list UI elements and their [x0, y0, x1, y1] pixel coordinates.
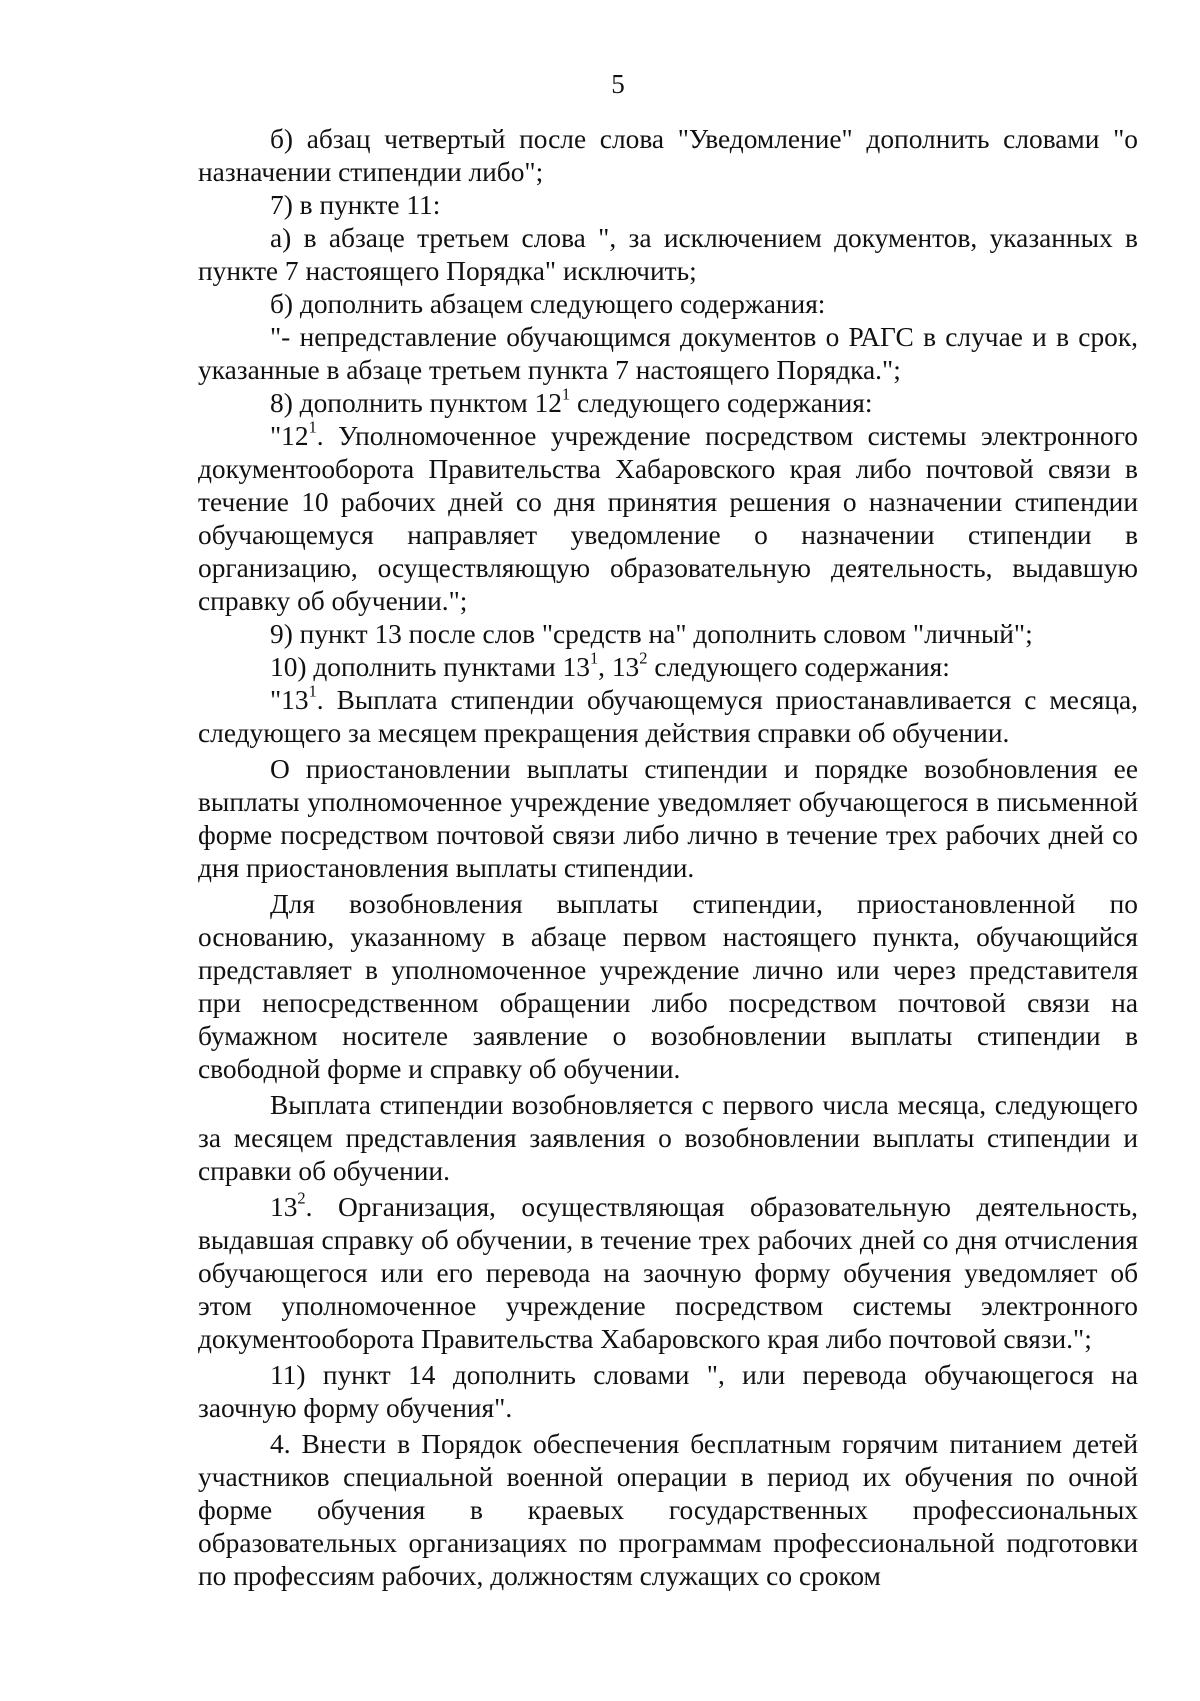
- paragraph-text: , 13: [598, 652, 640, 682]
- superscript: 1: [561, 384, 571, 404]
- paragraph-text: . Уполномоченное учреждение посредством системы электронного документооборота Правительства Хабаровского края либо почтовой связи в течение 10 рабочих дней со дня принятия решения о назначении стипендии обучающемуся направляет уведомление о назначении стипендии в организацию, осуществляющую образовательную деятельность, выдавшую справку об обучении.";: [198, 421, 1138, 616]
- paragraph-text: . Выплата стипендии обучающемуся приостанавливается с месяца, следующего за месяцем прекращения действия справки об обучении.: [198, 685, 1138, 748]
- paragraph-text: "12: [270, 421, 309, 451]
- paragraph: "- непредставление обучающимся документов о РАГС в случае и в срок, указанные в абзаце третьем пункта 7 настоящего Порядка.";: [198, 322, 1138, 385]
- paragraph: б) дополнить абзацем следующего содержания:: [270, 289, 826, 319]
- paragraph: [198, 1188, 1138, 1356]
- superscript: 1: [589, 648, 599, 668]
- paragraph: Выплата стипендии возобновляется с первого числа месяца, следующего за месяцем представления заявления о возобновлении выплаты стипендии и справки об обучении.: [198, 1090, 1138, 1186]
- paragraph-text: 8) дополнить пунктом 12: [270, 388, 562, 418]
- paragraph: а) в абзаце третьем слова ", за исключением документов, указанных в пункте 7 настоящего Порядка" исключить;: [198, 223, 1138, 286]
- superscript: 1: [308, 681, 317, 701]
- document-body: [198, 123, 1138, 1593]
- paragraph: 11) пункт 14 дополнить словами ", или перевода обучающегося на заочную форму обучения".: [198, 1360, 1138, 1423]
- paragraph: [198, 417, 1138, 618]
- paragraph: [198, 648, 1138, 684]
- paragraph: О приостановлении выплаты стипендии и порядке возобновления ее выплаты уполномоченное учреждение уведомляет обучающегося в письменной форме посредством почтовой связи либо лично в течение трех рабочих дней со дня приостановления выплаты стипендии.: [198, 754, 1138, 883]
- paragraph: [198, 384, 1138, 420]
- paragraph: 7) в пункте 11:: [270, 190, 441, 220]
- paragraph-text: 10) дополнить пунктами 13: [270, 652, 590, 682]
- paragraph: [198, 681, 1138, 750]
- page-number: 5: [611, 69, 625, 99]
- paragraph: б) абзац четвертый после слова "Уведомление" дополнить словами "о назначении стипендии либо";: [198, 124, 1138, 187]
- superscript: 1: [308, 417, 317, 437]
- paragraph-text: "13: [270, 685, 309, 715]
- superscript: 2: [639, 648, 648, 668]
- paragraph: 4. Внести в Порядок обеспечения бесплатным горячим питанием детей участников специальной военной операции в период их обучения по очной форме обучения в краевых государственных профессиональных образовательных организациях по программам профессиональной подготовки по профессиям рабочих, должностям служащих со сроком: [198, 1429, 1138, 1591]
- paragraph-text: . Организация, осуществляющая образовательную деятельность, выдавшая справку об обучении, в течение трех рабочих дней со дня отчисления обучающегося или его перевода на заочную форму обучения уведомляет об этом уполномоченное учреждение посредством системы электронного документооборота Правительства Хабаровского края либо почтовой связи.";: [198, 1192, 1138, 1354]
- superscript: 2: [297, 1188, 306, 1208]
- paragraph-text: следующего содержания:: [570, 388, 873, 418]
- paragraph: Для возобновления выплаты стипендии, приостановленной по основанию, указанному в абзаце первом настоящего пункта, обучающийся представляет в уполномоченное учреждение лично или через представителя при непосредственном обращении либо посредством почтовой связи на бумажном носителе заявление о возобновлении выплаты стипендии в свободной форме и справку об обучении.: [198, 889, 1138, 1084]
- paragraph: 9) пункт 13 после слов "средств на" дополнить словом "личный";: [270, 619, 1033, 649]
- paragraph-text: следующего содержания:: [647, 652, 950, 682]
- paragraph-text: 13: [270, 1192, 298, 1222]
